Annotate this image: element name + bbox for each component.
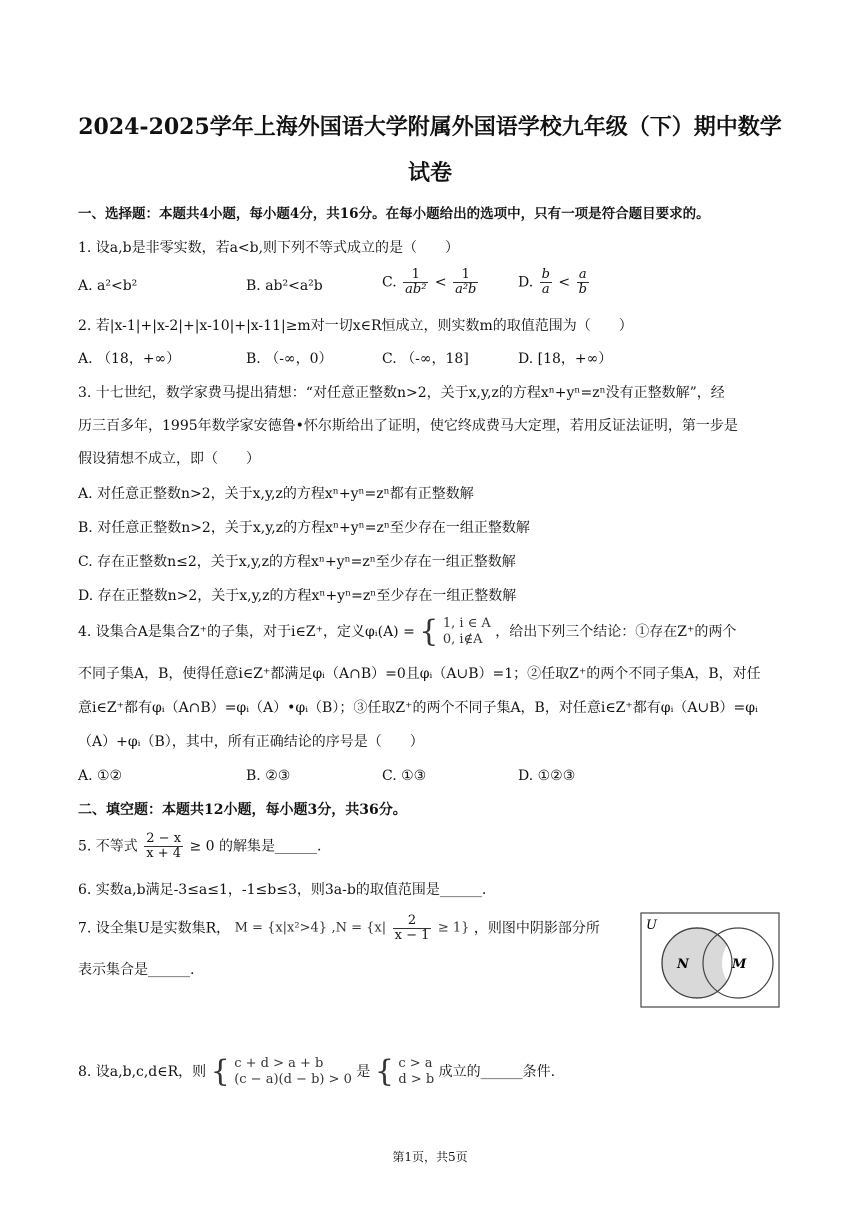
q8-brace-2: { (374, 1054, 394, 1089)
q8-pre: 8. 设a,b,c,d∈R，则 (78, 1064, 207, 1080)
q1-option-a: A. a²<b² (78, 278, 138, 294)
q5-post: 的解集是______. (219, 838, 322, 855)
question-7-line1 (78, 914, 600, 943)
q8-system-1-line2: (c − a)(d − b) > 0 (234, 1072, 352, 1087)
q8-system-2-line1: c > a (398, 1056, 433, 1071)
q7-post: ，则图中阴影部分所 (473, 920, 600, 937)
q7-set-n-post: ≥ 1} (437, 920, 470, 936)
q1-c-den1: ab² (405, 282, 427, 297)
q7-fraction (393, 914, 432, 943)
q7-set-m: M = {x|x²>4} (234, 920, 328, 936)
q1-d-fraction-left (540, 268, 552, 297)
q1-c-fraction-left (403, 268, 428, 297)
q8-system-1-line1: c + d > a + b (234, 1056, 324, 1071)
question-3-line1: 3. 十七世纪，数学家费马提出猜想：“对任意正整数n>2，关于x,y,z的方程xⁿ+yⁿ=zⁿ没有正整数解”，经 (78, 385, 725, 401)
question-2-stem: 2. 若|x-1|+|x-2|+|x-10|+|x-11|≥m对一切x∈R恒成立，则实数m的取值范围为（ ） (78, 318, 633, 334)
q5-denominator: x + 4 (146, 846, 182, 861)
exam-title-line2: 试卷 (407, 160, 452, 186)
q1-d-num1: b (541, 267, 550, 282)
q1-c-fraction-right (453, 268, 478, 297)
q4-line1-tail: ，给出下列三个结论：①存在Z⁺的两个 (495, 624, 737, 640)
q2-option-b: B. （-∞，0） (246, 351, 333, 367)
q1-c-num2: 1 (453, 268, 478, 283)
venn-label-m: M (732, 957, 747, 972)
q1-c-den2: a²b (455, 282, 477, 297)
venn-label-u: U (646, 918, 657, 933)
q4-option-c: C. ①③ (382, 768, 427, 784)
question-7-line2: 表示集合是______. (78, 962, 195, 978)
q1-d-fraction-right (577, 268, 589, 297)
q3-option-a: A. 对任意正整数n>2，关于x,y,z的方程xⁿ+yⁿ=zⁿ都有正整数解 (78, 486, 474, 502)
q1-option-c-label: C. (382, 274, 397, 291)
q3-option-b: B. 对任意正整数n>2，关于x,y,z的方程xⁿ+yⁿ=zⁿ至少存在一组正整数解 (78, 520, 530, 536)
q7-pre: 7. 设全集U是实数集R， (78, 920, 231, 937)
question-4-line1 (78, 616, 736, 648)
q1-d-num2: a (577, 268, 589, 283)
q5-fraction (144, 832, 183, 861)
question-4-line3: 意i∈Z⁺都有φᵢ（A∩B）=φᵢ（A）•φᵢ（B）；③任取Z⁺的两个不同子集A，B，对任意i∈Z⁺都有φᵢ（A∪B）=φᵢ (78, 700, 758, 716)
q1-c-less-than: < (434, 274, 447, 291)
q8-system-2-line2: d > b (398, 1072, 435, 1087)
q3-option-d: D. 存在正整数n>2，关于x,y,z的方程xⁿ+yⁿ=zⁿ至少存在一组正整数解 (78, 588, 517, 604)
question-1-stem: 1. 设a,b是非零实数，若a<b,则下列不等式成立的是（ ） (78, 240, 460, 256)
venn-label-n: N (677, 957, 689, 972)
q2-option-a: A. （18，+∞） (78, 351, 181, 367)
page-footer: 第1页，共5页 (392, 1150, 468, 1164)
q7-set-n-pre: ,N = {x| (331, 920, 387, 936)
q1-option-c (382, 268, 480, 297)
q1-option-d (518, 268, 591, 297)
question-5 (78, 832, 321, 861)
q8-system-2 (398, 1056, 434, 1088)
question-3-line2: 历三百多年，1995年数学家安德鲁•怀尔斯给出了证明，使它终成费马大定理，若用反证法证明，第一步是 (78, 418, 738, 434)
q5-numerator: 2 − x (146, 831, 182, 846)
q1-c-num1: 1 (403, 268, 428, 283)
exam-title-line1: 2024-2025学年上海外国语大学附属外国语学校九年级（下）期中数学 (78, 114, 782, 140)
q4-case-1: 1, i ∈ A (442, 616, 491, 631)
q1-d-den2: b (578, 282, 587, 297)
section-heading-fill: 二、填空题：本题共12小题，每小题3分，共36分。 (78, 802, 407, 818)
q2-option-d: D. [18，+∞） (518, 351, 613, 367)
venn-diagram (640, 912, 780, 1008)
q4-option-a: A. ①② (78, 768, 123, 784)
q4-option-d: D. ①②③ (518, 768, 576, 784)
q7-numerator: 2 (393, 914, 432, 929)
q3-option-c: C. 存在正整数n≤2，关于x,y,z的方程xⁿ+yⁿ=zⁿ至少存在一组正整数解 (78, 554, 516, 570)
q8-brace-1: { (210, 1054, 230, 1089)
section-heading-choice: 一、选择题：本题共4小题，每小题4分，共16分。在每小题给出的选项中，只有一项是符合题目要求的。 (78, 206, 710, 222)
q1-option-d-label: D. (518, 274, 534, 291)
question-8 (78, 1056, 555, 1088)
q4-definition-text: 4. 设集合A是集合Z⁺的子集，对于i∈Z⁺，定义φᵢ(A) = (78, 624, 415, 640)
q4-piecewise (443, 616, 491, 648)
q4-brace: { (419, 614, 439, 649)
q8-post: 成立的______条件. (438, 1064, 556, 1080)
question-6: 6. 实数a,b满足-3≤a≤1，-1≤b≤3，则3a-b的取值范围是______. (78, 882, 487, 898)
q1-option-b: B. ab²<a²b (246, 278, 323, 294)
q1-d-less-than: < (558, 274, 571, 291)
q8-system-1 (234, 1056, 352, 1088)
q4-case-2: 0, i∉A (442, 632, 483, 647)
q2-option-c: C. （-∞，18] (382, 351, 469, 367)
q1-d-den1: a (541, 282, 550, 297)
question-4-line2: 不同子集A，B，使得任意i∈Z⁺都满足φᵢ（A∩B）=0且φᵢ（A∪B）=1；②任取Z⁺的两个不同子集A，B，对任 (78, 666, 761, 682)
question-4-line4: （A）+φᵢ（B），其中，所有正确结论的序号是（ ） (78, 734, 424, 750)
question-3-line3: 假设猜想不成立，即（ ） (78, 451, 260, 467)
q5-pre: 5. 不等式 (78, 838, 138, 855)
q8-mid: 是 (356, 1064, 371, 1080)
q7-denominator: x − 1 (394, 928, 430, 943)
q4-option-b: B. ②③ (246, 768, 291, 784)
q5-relation: ≥ 0 (189, 838, 215, 855)
